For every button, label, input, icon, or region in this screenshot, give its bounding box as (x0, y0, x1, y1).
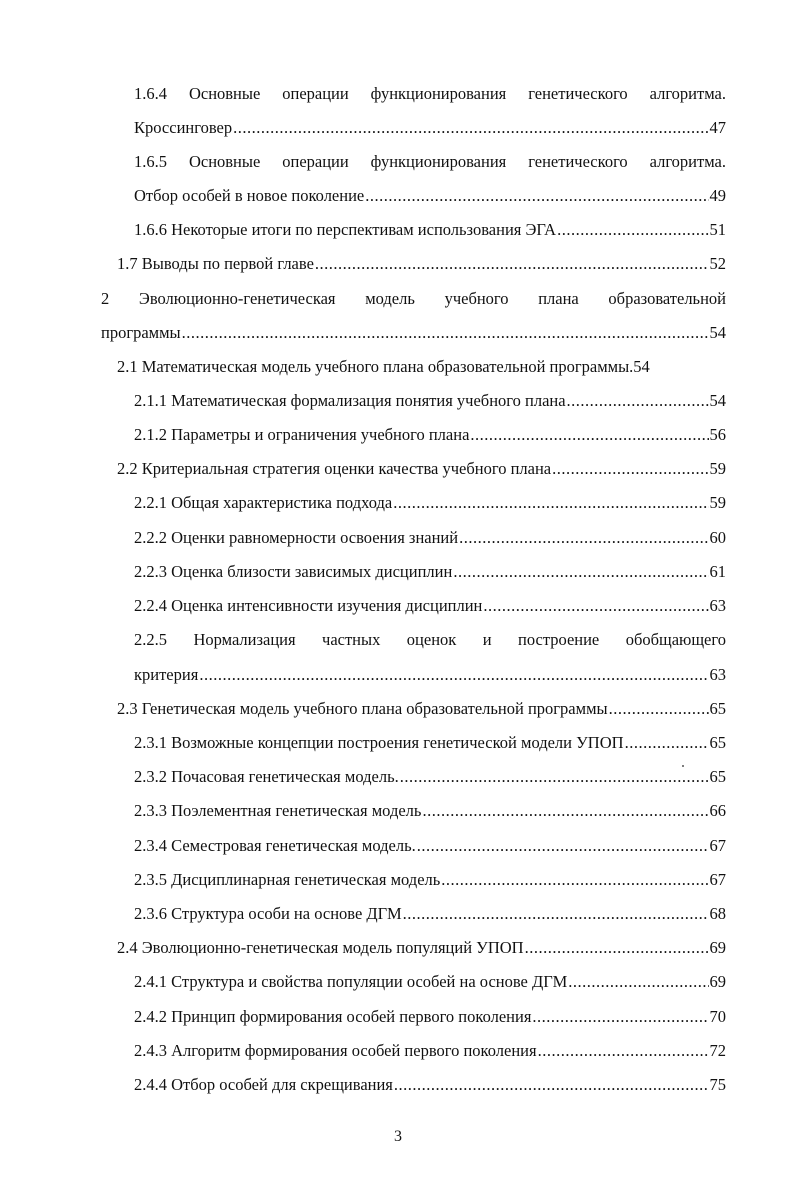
toc-entry-title: 2.2 Критериальная стратегия оценки качества учебного плана (117, 459, 552, 478)
toc-page-number: 69 (709, 938, 726, 957)
toc-entry-title: 2.2.3 Оценка близости зависимых дисциплин (134, 562, 453, 581)
toc-entry-1-7[interactable] (117, 253, 726, 275)
toc-entry-2-2-1[interactable] (134, 492, 726, 514)
leader-dots (417, 835, 709, 857)
toc-entry-1-6-5[interactable] (134, 185, 726, 207)
toc-entry-title: 2.4 Эволюционно-генетическая модель популяций УПОП (117, 938, 524, 957)
toc-page-number: 49 (709, 186, 726, 205)
toc-entry-title: 2.3 Генетическая модель учебного плана образовательной программы (117, 699, 608, 718)
toc-entry-2-1[interactable] (117, 356, 726, 378)
toc-entry-2-2[interactable] (117, 458, 726, 480)
toc-entry-2-3-5[interactable] (134, 869, 726, 891)
toc-page-number: 54 (709, 391, 726, 410)
toc-page-number: 54 (633, 357, 650, 376)
toc-entry-title: 2.4.4 Отбор особей для скрещивания (134, 1075, 393, 1094)
toc-entry-title: 2.3.3 Поэлементная генетическая модель (134, 801, 422, 820)
toc-entry-2-2-4[interactable] (134, 595, 726, 617)
toc-entry-title: 2.3.6 Структура особи на основе ДГМ (134, 904, 402, 923)
scan-speck (682, 765, 684, 767)
leader-dots (557, 219, 708, 241)
toc-entry-2[interactable] (101, 322, 726, 344)
toc-page-number: 68 (709, 904, 726, 923)
toc-entry-2-1-2[interactable] (134, 424, 726, 446)
leader-dots (182, 322, 709, 344)
toc-entry-title: Отбор особей в новое поколение (134, 186, 365, 205)
leader-dots (538, 1040, 709, 1062)
toc-page-number: 75 (709, 1075, 726, 1094)
toc-entry-title: 2.2.2 Оценки равномерности освоения знаний (134, 528, 459, 547)
toc-entry-2-3-3[interactable] (134, 800, 726, 822)
toc-page-number: 63 (709, 665, 726, 684)
leader-dots (365, 185, 708, 207)
toc-entry-2-3-1[interactable] (134, 732, 726, 754)
leader-dots (470, 424, 708, 446)
toc-entry-title: 2.2.1 Общая характеристика подхода (134, 493, 393, 512)
toc-entry-title: 2.4.1 Структура и свойства популяции особей на основе ДГМ (134, 972, 568, 991)
leader-dots (422, 800, 708, 822)
toc-entry-title: 2.1.1 Математическая формализация понятия учебного плана (134, 391, 566, 410)
toc-page-number: 61 (709, 562, 726, 581)
toc-page-number: 65 (709, 699, 726, 718)
toc-page-number: 65 (709, 767, 726, 786)
toc-entry-1-6-5-line1: 1.6.5 Основные операции функционирования генетического алгоритма. (134, 152, 726, 171)
toc-entry-title: Кроссинговер (134, 118, 233, 137)
leader-dots (441, 869, 708, 891)
toc-entry-2-3-4[interactable] (134, 835, 726, 857)
toc-entry-title: 2.3.2 Почасовая генетическая модель. (134, 767, 399, 786)
leader-dots (394, 1074, 709, 1096)
leader-dots (459, 527, 708, 549)
leader-dots (403, 903, 709, 925)
leader-dots (233, 117, 708, 139)
toc-page-number: 60 (709, 528, 726, 547)
toc-entry-title: 1.7 Выводы по первой главе (117, 254, 314, 273)
toc-page-number: 59 (709, 493, 726, 512)
leader-dots (532, 1006, 708, 1028)
toc-page-number: 63 (709, 596, 726, 615)
toc-page-number: 51 (709, 220, 726, 239)
toc-entry-2-4-1[interactable] (134, 971, 726, 993)
page-number: 3 (394, 1128, 402, 1145)
toc-entry-2-2-3[interactable] (134, 561, 726, 583)
toc-entry-2-3-2[interactable] (134, 766, 726, 788)
toc-entry-2-4[interactable] (117, 937, 726, 959)
leader-dots (453, 561, 708, 583)
toc-page-number: 54 (709, 323, 726, 342)
leader-dots (625, 732, 709, 754)
leader-dots (568, 971, 708, 993)
toc-entry-1-6-4-line1: 1.6.4 Основные операции функционирования генетического алгоритма. (134, 84, 726, 103)
toc-entry-2-4-3[interactable] (134, 1040, 726, 1062)
toc-page-number: 65 (709, 733, 726, 752)
toc-page-number: 47 (709, 118, 726, 137)
toc-entry-2-2-2[interactable] (134, 527, 726, 549)
leader-dots (400, 766, 709, 788)
toc-entry-2-3[interactable] (117, 698, 726, 720)
leader-dots (393, 492, 708, 514)
leader-dots (199, 664, 708, 686)
toc-page-number: 59 (709, 459, 726, 478)
toc-entry-2-line1: 2 Эволюционно-генетическая модель учебного плана образовательной (101, 289, 726, 308)
toc-entry-title: 2.4.2 Принцип формирования особей первого поколения (134, 1007, 532, 1026)
toc-entry-title: критерия (134, 665, 199, 684)
leader-dots (609, 698, 709, 720)
toc-entry-2-2-5[interactable] (134, 664, 726, 686)
toc-entry-1-6-4[interactable] (134, 117, 726, 139)
toc-page-number: 67 (709, 836, 726, 855)
toc-page-number: 67 (709, 870, 726, 889)
toc-entry-2-4-2[interactable] (134, 1006, 726, 1028)
toc-entry-2-3-6[interactable] (134, 903, 726, 925)
toc-entry-title: 2.1 Математическая модель учебного плана образовательной программы. (117, 357, 634, 376)
leader-dots (483, 595, 708, 617)
toc-entry-2-2-5-line1: 2.2.5 Нормализация частных оценок и построение обобщающего (134, 630, 726, 649)
toc-page-number: 69 (709, 972, 726, 991)
toc-entry-1-6-6[interactable] (134, 219, 726, 241)
toc-entry-title: программы (101, 323, 181, 342)
toc-entry-title: 2.1.2 Параметры и ограничения учебного плана (134, 425, 470, 444)
toc-entry-title: 1.6.6 Некоторые итоги по перспективам использования ЭГА (134, 220, 557, 239)
toc-entry-2-1-1[interactable] (134, 390, 726, 412)
toc-entry-title: 2.3.4 Семестровая генетическая модель. (134, 836, 416, 855)
toc-entry-title: 2.4.3 Алгоритм формирования особей первого поколения (134, 1041, 537, 1060)
leader-dots (552, 458, 708, 480)
leader-dots (315, 253, 709, 275)
toc-entry-title: 2.3.1 Возможные концепции построения генетической модели УПОП (134, 733, 624, 752)
leader-dots (525, 937, 709, 959)
toc-page-number: 56 (709, 425, 726, 444)
toc-page-number: 70 (709, 1007, 726, 1026)
toc-page-number: 52 (709, 254, 726, 273)
toc-entry-title: 2.3.5 Дисциплинарная генетическая модель (134, 870, 441, 889)
toc-entry-2-4-4[interactable] (134, 1074, 726, 1096)
toc-page-number: 72 (709, 1041, 726, 1060)
leader-dots (567, 390, 709, 412)
toc-entry-title: 2.2.4 Оценка интенсивности изучения дисциплин (134, 596, 483, 615)
toc-page-number: 66 (709, 801, 726, 820)
